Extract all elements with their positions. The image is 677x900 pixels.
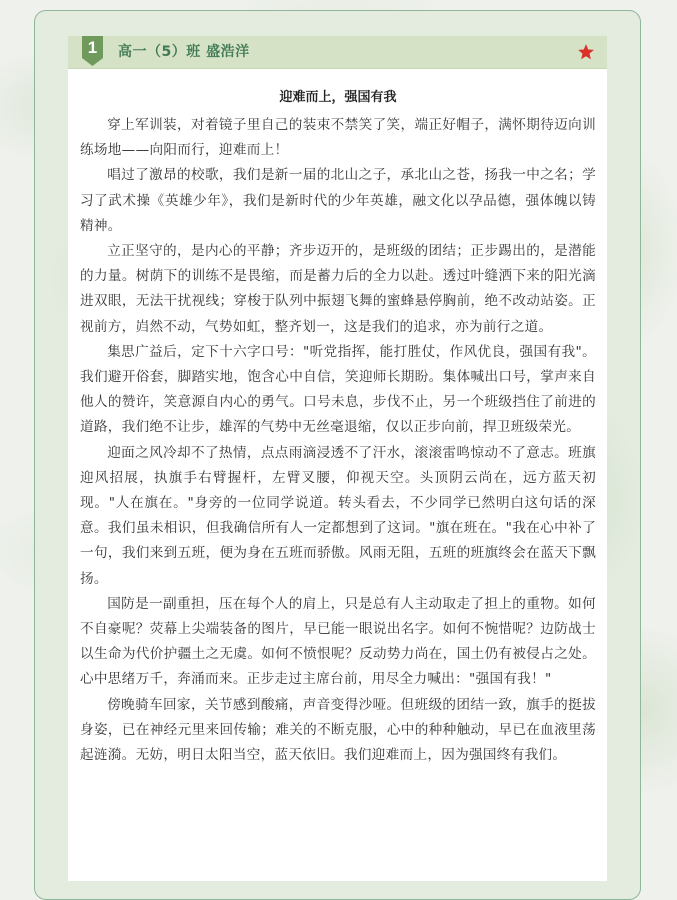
article-paragraph: 唱过了激昂的校歌，我们是新一届的北山之子，承北山之苍，扬我一中之名；学习了武术操《英雄少年》，我们是新时代的少年英雄，融文化以孕品德，强体魄以铸精神。 [80,167,596,234]
article-paragraph: 傍晚骑车回家，关节感到酸痛，声音变得沙哑。但班级的团结一致，旗手的挺拔身姿，已在神经元里来回传输；难关的不断克服，心中的种种触动，早已在血液里荡起涟漪。无妨，明日太阳当空，蓝天依旧。我们迎难而上，因为强国终有我们。 [80,696,596,764]
red-star-icon [577,43,595,61]
article-title: 迎难而上，强国有我 [279,90,397,105]
article-paragraph: 集思广益后，定下十六字口号："听党指挥，能打胜仗，作风优良，强国有我"。我们避开俗套，脚踏实地，饱含心中自信，笑迎师长期盼。集体喊出口号，掌声来自他人的赞许，笑意源自内心的勇气。口号未息，步伐不止，另一个班级挡住了前进的道路，我们绝不让步，雄浑的气势中无丝毫退缩，仅以正步向前，捍卫班级荣光。 [80,343,596,436]
article-paragraph: 立正坚守的，是内心的平静；齐步迈开的，是班级的团结；正步踢出的，是潜能的力量。树荫下的训练不是畏缩，而是蓄力后的全力以赴。透过叶缝洒下来的阳光滴进双眼，无法干扰视线；穿梭于队列中振翅飞舞的蜜蜂悬停胸前，绝不改动站姿。正视前方，岿然不动，气势如虹，整齐划一，这是我们的追求，亦为前行之道。 [80,243,596,335]
badge-number: 1 [87,38,98,57]
article-paragraph: 穿上军训装，对着镜子里自己的装束不禁笑了笑，端正好帽子，满怀期待迈向训练场地——向阳而行，迎难而上！ [80,117,596,159]
header-title: 高一（5）班 盛浩洋 [118,44,250,60]
article-paragraph: 国防是一副重担，压在每个人的肩上，只是总有人主动取走了担上的重物。如何不自豪呢？荧幕上尖端装备的图片，早已能一眼说出名字。如何不惋惜呢？边防战士以生命为代价护疆土之无虞。如何不愤恨呢？反动势力尚在，国土仍有被侵占之处。心中思绪万千，奔涌而来。正步走过主席台前，用尽全力喊出："强国有我！" [80,595,596,688]
number-badge [82,36,103,66]
article-paper [68,69,607,881]
article-paragraph: 迎面之风冷却不了热情，点点雨滴浸透不了汗水，滚滚雷鸣惊动不了意志。班旗迎风招展，执旗手右臂握杆，左臂叉腰，仰视天空。头顶阴云尚在，远方蓝天初现。"人在旗在。"身旁的一位同学说道。转头看去，不少同学已然明白这句话的深意。我们虽未相识，但我确信所有人一定都想到了这词。"旗在班在。"我在心中补了一句，我们来到五班，便为身在五班而骄傲。风雨无阻，五班的班旗终会在蓝天下飘扬。 [80,444,596,587]
